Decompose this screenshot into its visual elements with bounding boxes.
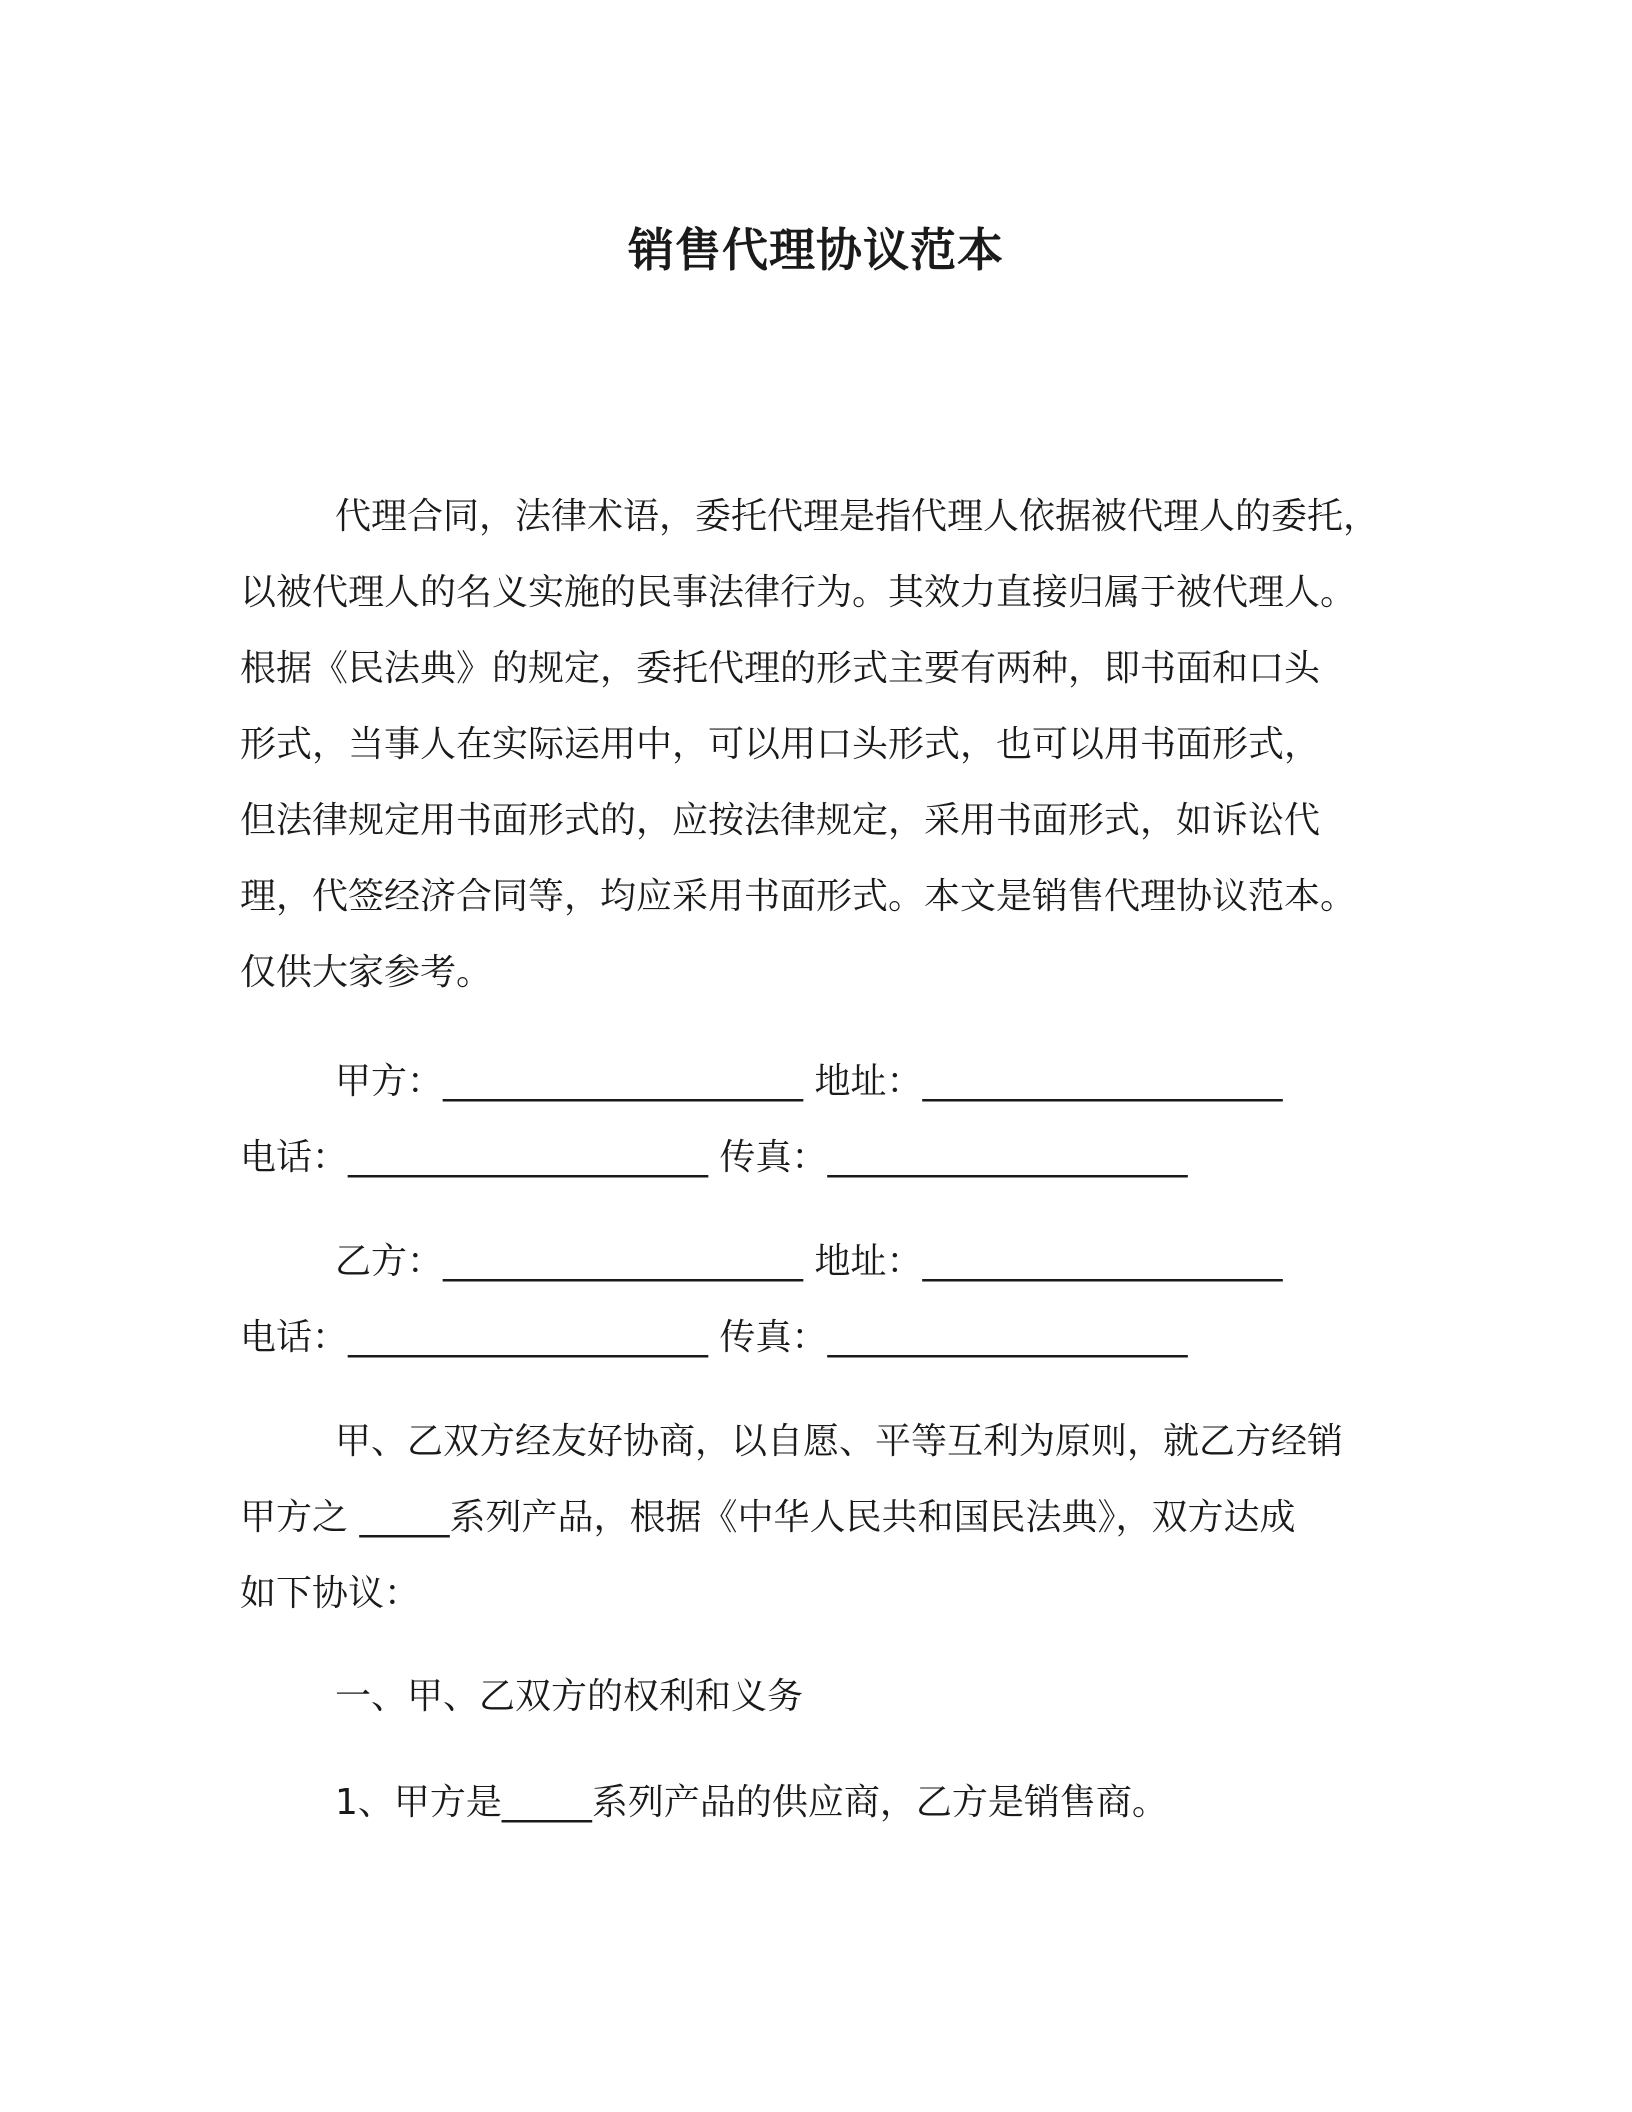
document-title: 销售代理协议范本 [628, 223, 1004, 277]
intro-line: 但法律规定用书面形式的，应按法律规定，采用书面形式，如诉讼代 [240, 800, 1321, 841]
intro-line: 以被代理人的名义实施的民事法律行为。其效力直接归属于被代理人。 [240, 572, 1357, 613]
party-a-phone-fax: 电话：____________________ 传真：____________________ [240, 1137, 1188, 1178]
party-b-phone-fax: 电话：____________________ 传真：____________________ [240, 1317, 1188, 1358]
party-a-name-address: 甲方：____________________ 地址：____________________ [335, 1061, 1283, 1102]
intro-line: 根据《民法典》的规定，委托代理的形式主要有两种，即书面和口头 [240, 648, 1321, 689]
section-heading: 一、甲、乙双方的权利和义务 [335, 1676, 804, 1717]
party-b-name-address: 乙方：____________________ 地址：____________________ [335, 1241, 1283, 1282]
preamble-line: 如下协议： [240, 1573, 421, 1614]
clause-1: 1、甲方是_____系列产品的供应商，乙方是销售商。 [335, 1782, 1168, 1823]
intro-line: 理，代签经济合同等，均应采用书面形式。本文是销售代理协议范本。 [240, 876, 1357, 917]
preamble-line: 甲方之 _____系列产品，根据《中华人民共和国民法典》，双方达成 [240, 1497, 1296, 1538]
intro-line: 仅供大家参考。 [240, 952, 493, 993]
intro-line: 形式，当事人在实际运用中，可以用口头形式，也可以用书面形式， [240, 724, 1321, 765]
preamble-line: 甲、乙双方经友好协商，以自愿、平等互利为原则，就乙方经销 [335, 1421, 1344, 1462]
intro-line: 代理合同，法律术语，委托代理是指代理人依据被代理人的委托， [335, 496, 1380, 537]
